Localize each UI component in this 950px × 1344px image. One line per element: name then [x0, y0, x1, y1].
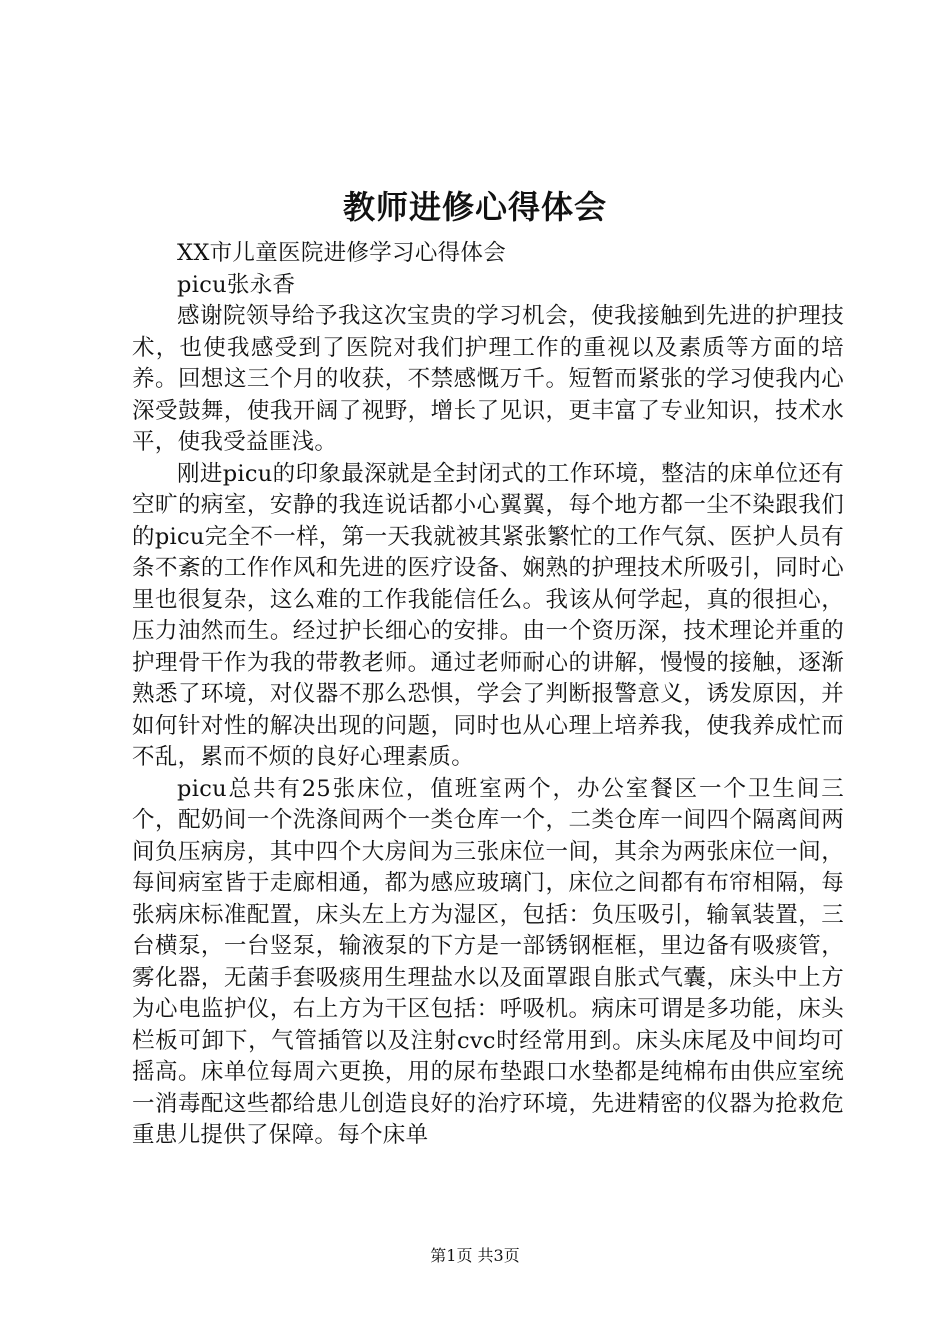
document-title: 教师进修心得体会: [342, 188, 607, 226]
document-body: [132, 238, 844, 1152]
page-footer: 第1页 共3页: [430, 1246, 520, 1265]
subtitle-paragraph: XX市儿童医院进修学习心得体会: [177, 240, 507, 266]
author-paragraph: picu张永香: [177, 271, 296, 298]
body-paragraph-3: picu总共有25张床位，值班室两个，办公室餐区一个卫生间三个，配奶间一个洗涤间两个一类仓库一个，二类仓库一间四个隔离间两间负压病房，其中四个大房间为三张床位一间，其余为两张床位一间，每间病室皆于走廊相通，都为感应玻璃门，床位之间都有布帘相隔，每张病床标准配置，床头左上方为湿区，包括：负压吸引，输氧装置，三台横泵，一台竖泵，输液泵的下方是一部锈钢框框，里边备有吸痰管，雾化器，无菌手套吸痰用生理盐水以及面罩跟自胀式气囊，床头中上方为心电监护仪，右上方为干区包括：呼吸机。病床可谓是多功能，床头栏板可卸下，气管插管以及注射cvc时经常用到。床头床尾及中间均可摇高。床单位每周六更换，用的尿布垫跟口水垫都是纯棉布由供应室统一消毒配这些都给患儿创造良好的治疗环境，先进精密的仪器为抢救危重患儿提供了保障。每个床单: [132, 775, 844, 1148]
body-paragraph-2: 刚进picu的印象最深就是全封闭式的工作环境，整洁的床单位还有空旷的病室，安静的我连说话都小心翼翼，每个地方都一尘不染跟我们的picu完全不一样，第一天我就被其紧张繁忙的工作气氛、医护人员有条不紊的工作作风和先进的医疗设备、娴熟的护理技术所吸引，同时心里也很复杂，这么难的工作我能信任么。我该从何学起，真的很担心，压力油然而生。经过护长细心的安排。由一个资历深，技术理论并重的护理骨干作为我的带教老师。通过老师耐心的讲解，慢慢的接触，逐渐熟悉了环境，对仪器不那么恐惧，学会了判断报警意义，诱发原因，并如何针对性的解决出现的问题，同时也从心理上培养我，使我养成忙而不乱，累而不烦的良好心理素质。: [132, 460, 844, 770]
body-paragraph-1: 感谢院领导给予我这次宝贵的学习机会，使我接触到先进的护理技术，也使我感受到了医院对我们护理工作的重视以及素质等方面的培养。回想这三个月的收获，不禁感慨万千。短暂而紧张的学习使我内心深受鼓舞，使我开阔了视野，增长了见识，更丰富了专业知识，技术水平，使我受益匪浅。: [132, 303, 844, 455]
